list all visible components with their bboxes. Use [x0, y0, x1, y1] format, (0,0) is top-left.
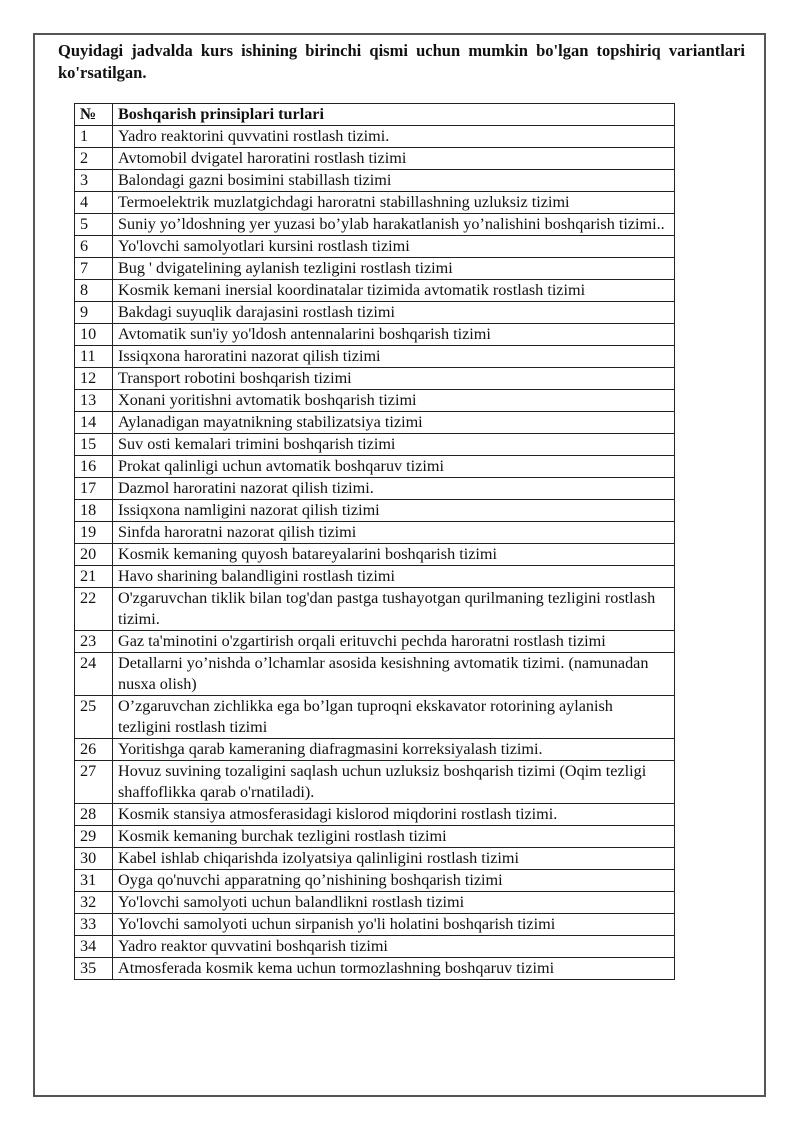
- row-description: Yo'lovchi samolyotlari kursini rostlash tizimi: [113, 236, 675, 258]
- table-row: [75, 192, 675, 214]
- row-number: 32: [75, 892, 113, 914]
- table-row: [75, 280, 675, 302]
- row-description: Havo sharining balandligini rostlash tizimi: [113, 566, 675, 588]
- row-number: 27: [75, 761, 113, 804]
- row-number: 6: [75, 236, 113, 258]
- row-number: 5: [75, 214, 113, 236]
- intro-paragraph: Quyidagi jadvalda kurs ishining birinchi qismi uchun mumkin bo'lgan topshiriq variantlari ko'rsatilgan.: [58, 41, 745, 82]
- row-description: Kosmik kemani inersial koordinatalar tizimida avtomatik rostlash tizimi: [113, 280, 675, 302]
- table-row: [75, 148, 675, 170]
- table-header-row: [75, 104, 675, 126]
- row-description: Kosmik kemaning burchak tezligini rostlash tizimi: [113, 826, 675, 848]
- table-row: [75, 170, 675, 192]
- row-description: Atmosferada kosmik kema uchun tormozlashning boshqaruv tizimi: [113, 958, 675, 980]
- row-description: Avtomatik sun'iy yo'ldosh antennalarini boshqarish tizimi: [113, 324, 675, 346]
- table-row: [75, 126, 675, 148]
- row-description: Yo'lovchi samolyoti uchun sirpanish yo'li holatini boshqarish tizimi: [113, 914, 675, 936]
- row-description: Oyga qo'nuvchi apparatning qo’nishining boshqarish tizimi: [113, 870, 675, 892]
- table-row: [75, 739, 675, 761]
- table-row: [75, 456, 675, 478]
- row-description: Yadro reaktorini quvvatini rostlash tizimi.: [113, 126, 675, 148]
- row-number: 14: [75, 412, 113, 434]
- table-row: [75, 522, 675, 544]
- row-description: Issiqxona namligini nazorat qilish tizimi: [113, 500, 675, 522]
- row-description: Hovuz suvining tozaligini saqlash uchun uzluksiz boshqarish tizimi (Oqim tezligi shaffoflikka qarab o'rnatiladi).: [113, 761, 675, 804]
- row-number: 21: [75, 566, 113, 588]
- table-row: [75, 936, 675, 958]
- table-row: [75, 324, 675, 346]
- row-number: 7: [75, 258, 113, 280]
- row-description: Yo'lovchi samolyoti uchun balandlikni rostlash tizimi: [113, 892, 675, 914]
- row-number: 8: [75, 280, 113, 302]
- row-description: Detallarni yo’nishda o’lchamlar asosida kesishning avtomatik tizimi. (namunadan nusxa olish): [113, 653, 675, 696]
- row-number: 2: [75, 148, 113, 170]
- row-description: Aylanadigan mayatnikning stabilizatsiya tizimi: [113, 412, 675, 434]
- row-description: O'zgaruvchan tiklik bilan tog'dan pastga tushayotgan qurilmaning tezligini rostlash tizimi.: [113, 588, 675, 631]
- table-row: [75, 870, 675, 892]
- table-row: [75, 848, 675, 870]
- row-description: Suv osti kemalari trimini boshqarish tizimi: [113, 434, 675, 456]
- row-description: Yadro reaktor quvvatini boshqarish tizimi: [113, 936, 675, 958]
- table-row: [75, 631, 675, 653]
- table-row: [75, 346, 675, 368]
- row-number: 24: [75, 653, 113, 696]
- table-body: [75, 126, 675, 980]
- row-description: Transport robotini boshqarish tizimi: [113, 368, 675, 390]
- row-number: 3: [75, 170, 113, 192]
- table-row: [75, 390, 675, 412]
- row-number: 31: [75, 870, 113, 892]
- row-description: Kabel ishlab chiqarishda izolyatsiya qalinligini rostlash tizimi: [113, 848, 675, 870]
- table-row: [75, 653, 675, 696]
- row-number: 25: [75, 696, 113, 739]
- row-number: 9: [75, 302, 113, 324]
- row-description: Issiqxona haroratini nazorat qilish tizimi: [113, 346, 675, 368]
- row-number: 35: [75, 958, 113, 980]
- row-number: 29: [75, 826, 113, 848]
- table-row: [75, 368, 675, 390]
- table-row: [75, 892, 675, 914]
- row-description: Dazmol haroratini nazorat qilish tizimi.: [113, 478, 675, 500]
- row-description: Balondagi gazni bosimini stabillash tizimi: [113, 170, 675, 192]
- table-row: [75, 500, 675, 522]
- row-number: 19: [75, 522, 113, 544]
- table-row: [75, 761, 675, 804]
- table-row: [75, 804, 675, 826]
- row-description: Xonani yoritishni avtomatik boshqarish tizimi: [113, 390, 675, 412]
- row-description: Prokat qalinligi uchun avtomatik boshqaruv tizimi: [113, 456, 675, 478]
- table-row: [75, 826, 675, 848]
- row-number: 28: [75, 804, 113, 826]
- table-row: [75, 544, 675, 566]
- row-number: 17: [75, 478, 113, 500]
- row-number: 30: [75, 848, 113, 870]
- row-number: 1: [75, 126, 113, 148]
- table-row: [75, 566, 675, 588]
- table-row: [75, 696, 675, 739]
- row-description: Suniy yo’ldoshning yer yuzasi bo’ylab harakatlanish yo’nalishini boshqarish tizimi..: [113, 214, 675, 236]
- row-description: Yoritishga qarab kameraning diafragmasini korreksiyalash tizimi.: [113, 739, 675, 761]
- row-number: 13: [75, 390, 113, 412]
- row-number: 10: [75, 324, 113, 346]
- row-number: 18: [75, 500, 113, 522]
- table-row: [75, 214, 675, 236]
- row-description: Bug ' dvigatelining aylanish tezligini rostlash tizimi: [113, 258, 675, 280]
- row-description: Sinfda haroratni nazorat qilish tizimi: [113, 522, 675, 544]
- row-number: 22: [75, 588, 113, 631]
- row-number: 4: [75, 192, 113, 214]
- table-row: [75, 914, 675, 936]
- column-header-title: Boshqarish prinsiplari turlari: [113, 104, 675, 126]
- column-header-number: №: [75, 104, 113, 126]
- row-description: Kosmik kemaning quyosh batareyalarini boshqarish tizimi: [113, 544, 675, 566]
- table-row: [75, 958, 675, 980]
- table-row: [75, 434, 675, 456]
- row-description: Gaz ta'minotini o'zgartirish orqali erituvchi pechda haroratni rostlash tizimi: [113, 631, 675, 653]
- table-row: [75, 302, 675, 324]
- row-description: Avtomobil dvigatel haroratini rostlash tizimi: [113, 148, 675, 170]
- table-row: [75, 588, 675, 631]
- row-description: Kosmik stansiya atmosferasidagi kislorod miqdorini rostlash tizimi.: [113, 804, 675, 826]
- row-number: 34: [75, 936, 113, 958]
- row-number: 20: [75, 544, 113, 566]
- row-number: 12: [75, 368, 113, 390]
- row-description: O’zgaruvchan zichlikka ega bo’lgan tuproqni ekskavator rotorining aylanish tezligini rostlash tizimi: [113, 696, 675, 739]
- table-row: [75, 412, 675, 434]
- table-row: [75, 478, 675, 500]
- table-row: [75, 258, 675, 280]
- row-description: Bakdagi suyuqlik darajasini rostlash tizimi: [113, 302, 675, 324]
- row-number: 16: [75, 456, 113, 478]
- table-row: [75, 236, 675, 258]
- row-number: 11: [75, 346, 113, 368]
- row-description: Termoelektrik muzlatgichdagi haroratni stabillashning uzluksiz tizimi: [113, 192, 675, 214]
- row-number: 26: [75, 739, 113, 761]
- row-number: 15: [75, 434, 113, 456]
- variants-table: [74, 103, 675, 980]
- row-number: 23: [75, 631, 113, 653]
- row-number: 33: [75, 914, 113, 936]
